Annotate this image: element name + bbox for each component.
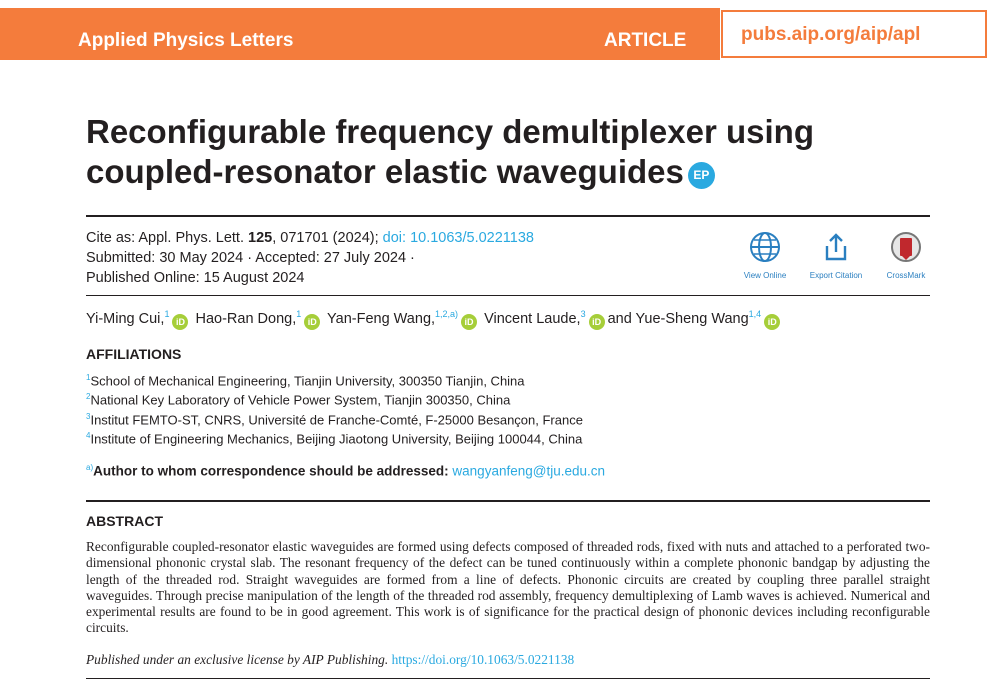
journal-name[interactable]: Applied Physics Letters: [78, 30, 294, 51]
correspondence-label: Author to whom correspondence should be addressed:: [93, 463, 453, 479]
author-name[interactable]: and Yue-Sheng Wang: [607, 310, 749, 327]
orcid-icon[interactable]: iD: [304, 314, 320, 330]
author-name[interactable]: Yi-Ming Cui,: [86, 310, 165, 327]
crossmark-label: CrossMark: [886, 271, 926, 280]
affiliation-text: National Key Laboratory of Vehicle Power System, Tianjin 300350, China: [90, 392, 511, 408]
license-line: [86, 652, 574, 668]
abstract-heading: ABSTRACT: [86, 513, 163, 529]
crossmark-button[interactable]: [871, 230, 941, 280]
crossmark-icon: [889, 230, 923, 264]
affiliation-item: [86, 431, 582, 446]
view-online-button[interactable]: [730, 230, 800, 280]
title-line-1: Reconfigurable frequency demultiplexer using: [86, 113, 814, 150]
author-name[interactable]: Yan-Feng Wang,: [327, 310, 436, 327]
affiliation-sup: 2: [86, 392, 91, 401]
doi-link[interactable]: doi: 10.1063/5.0221138: [382, 230, 534, 246]
author-name[interactable]: Hao-Ran Dong,: [195, 310, 297, 327]
globe-icon: [748, 230, 782, 264]
author-sup: 1: [296, 309, 302, 319]
affiliation-item: [86, 412, 583, 427]
export-icon: [819, 230, 853, 264]
author-sup: 3: [580, 309, 586, 319]
title-line-2: [86, 152, 946, 192]
affiliation-sup: 4: [86, 431, 91, 440]
affiliation-text: Institut FEMTO-ST, CNRS, Université de Franche-Comté, F-25000 Besançon, France: [90, 412, 583, 428]
affiliations-heading: AFFILIATIONS: [86, 346, 182, 362]
export-citation-label: Export Citation: [809, 271, 863, 280]
dates-line-1: Submitted: 30 May 2024 · Accepted: 27 July 2024 ·: [86, 250, 415, 266]
title-line-2-text: coupled-resonator elastic waveguides: [86, 153, 684, 190]
view-online-label: View Online: [743, 271, 787, 280]
author-sup: 1: [164, 309, 170, 319]
citation-block: [86, 228, 534, 288]
orcid-icon[interactable]: iD: [461, 314, 477, 330]
email-link[interactable]: wangyanfeng@tju.edu.cn: [452, 463, 605, 479]
orcid-icon[interactable]: iD: [172, 314, 188, 330]
author-sup: 1,4: [748, 309, 762, 319]
author-name[interactable]: Vincent Laude,: [484, 310, 581, 327]
abstract-text: Reconfigurable coupled-resonator elastic waveguides are formed using defects composed of threaded rods, fixed with nuts and attached to a perforated two-dimensional phononic crystal slab. The resonant frequency of the defect can be tuned continuously within a complete phononic bandgap by adjusting the length of the threaded rod. Straight waveguides are formed from a line of defects. Phononic circuits are created by coupling three parallel straight waveguides. Through precise manipulation of the length of the threaded rod assembly, frequency demultiplexing of Lamb waves is achieved. Numerical and experimental results are found to be in good agreement. This work is of significance for the practical design of phononic devices including reconfigurable circuits.: [86, 539, 930, 636]
affiliation-text: Institute of Engineering Mechanics, Beijing Jiaotong University, Beijing 100044, China: [90, 431, 583, 447]
cite-prefix: Cite as: Appl. Phys. Lett.: [86, 230, 248, 246]
correspondence-line: [86, 463, 605, 479]
journal-url[interactable]: pubs.aip.org/aip/apl: [741, 24, 921, 45]
license-text: Published under an exclusive license by AIP Publishing.: [86, 652, 389, 667]
journal-header-band: [0, 8, 720, 60]
cite-volume: 125: [248, 230, 273, 246]
affiliation-text: School of Mechanical Engineering, Tianjin University, 300350 Tianjin, China: [90, 373, 525, 389]
divider-bottom: [86, 678, 930, 679]
journal-url-box[interactable]: [721, 10, 987, 58]
article-type-label: ARTICLE: [604, 30, 687, 51]
correspondence-sup: a): [86, 463, 94, 472]
affiliation-item: [86, 373, 525, 388]
author-sup: 1,2,a): [435, 309, 459, 319]
affiliation-sup: 3: [86, 412, 91, 421]
orcid-icon[interactable]: iD: [764, 314, 780, 330]
editors-pick-badge[interactable]: EP: [688, 162, 715, 189]
cite-rest: , 071701 (2024);: [272, 230, 383, 246]
article-title: [86, 112, 946, 192]
affiliation-sup: 1: [86, 373, 91, 382]
divider-cite: [86, 295, 930, 296]
divider-abstract: [86, 500, 930, 502]
affiliation-item: [86, 392, 510, 407]
dates-line-2: Published Online: 15 August 2024: [86, 270, 305, 286]
divider-top: [86, 215, 930, 217]
author-list: [86, 309, 783, 330]
export-citation-button[interactable]: [801, 230, 871, 280]
orcid-icon[interactable]: iD: [589, 314, 605, 330]
license-doi-link[interactable]: https://doi.org/10.1063/5.0221138: [391, 652, 575, 667]
cite-line: [86, 228, 534, 248]
